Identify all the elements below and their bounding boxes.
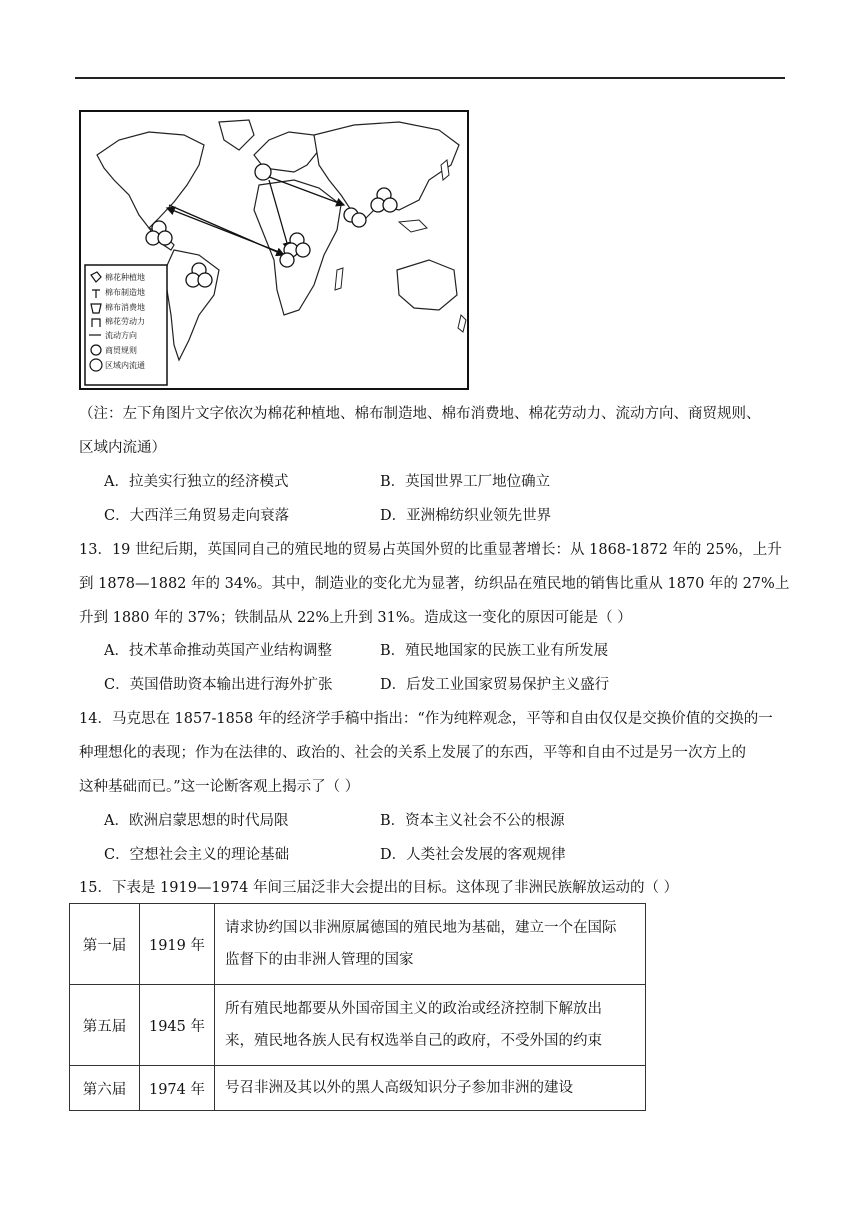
map-note-line-2: 区域内流通）	[79, 440, 166, 456]
q13-stem-line-1: 13．19 世纪后期，英国同自己的殖民地的贸易占英国外贸的比重显著增长：从 1868-1872 年的 25%，上升	[79, 542, 782, 558]
q14-stem-line-3: 这种基础而已。”这一论断客观上揭示了（ ）	[79, 779, 360, 795]
q14-option-c: C．空想社会主义的理论基础	[104, 847, 290, 863]
header-rule	[75, 77, 785, 79]
q15-stem: 15．下表是 1919—1974 年间三届泛非大会提出的目标。这体现了非洲民族解放运动的（ ）	[79, 880, 679, 896]
table-row	[70, 985, 646, 1066]
goal-cell	[215, 1066, 646, 1111]
q12-option-b: B．英国世界工厂地位确立	[380, 474, 551, 490]
q13-option-b: B．殖民地国家的民族工业有所发展	[380, 643, 609, 659]
year-cell: 1945 年	[140, 985, 215, 1066]
q13-option-c: C．英国借助资本输出进行海外扩张	[104, 677, 333, 693]
q13-stem-line-3: 升到 1880 年的 37%；铁制品从 22%上升到 31%。造成这一变化的原因可能是（ ）	[79, 610, 632, 626]
year-cell: 1974 年	[140, 1066, 215, 1111]
session-cell: 第五届	[70, 985, 140, 1066]
q14-option-d: D．人类社会发展的客观规律	[380, 847, 566, 863]
legend-item-cloth-manufacturing: 棉布制造地	[105, 288, 145, 297]
goal-line: 来，殖民地各族人民有权选举自己的政府，不受外国的约束	[225, 1033, 602, 1049]
q12-option-c: C．大西洋三角贸易走向衰落	[104, 508, 290, 524]
goal-cell	[215, 904, 646, 985]
table-row	[70, 904, 646, 985]
goal-cell	[215, 985, 646, 1066]
legend-item-cotton-plantation: 棉花种植地	[105, 273, 145, 282]
q14-stem-line-1: 14．马克思在 1857-1858 年的经济学手稿中指出：“作为纯粹观念，平等和自由仅仅是交换价值的交换的一	[79, 711, 773, 727]
legend-item-cotton-labor: 棉花劳动力	[105, 317, 145, 326]
q14-stem-line-2: 种理想化的表现；作为在法律的、政治的、社会的关系上发展了的东西，平等和自由不过是另一次方上的	[79, 745, 746, 761]
goal-line: 号召非洲及其以外的黑人高级知识分子参加非洲的建设	[225, 1080, 573, 1096]
legend-item-regional-circulation: 区域内流通	[105, 361, 145, 370]
q13-option-a: A．技术革命推动英国产业结构调整	[104, 643, 332, 659]
q12-option-d: D．亚洲棉纺织业领先世界	[380, 508, 552, 524]
legend-item-cloth-consumption: 棉布消费地	[105, 303, 145, 312]
session-cell: 第一届	[70, 904, 140, 985]
q13-stem-line-2: 到 1878—1882 年的 34%。其中，制造业的变化尤为显著，纺织品在殖民地的销售比重从 1870 年的 27%上	[79, 576, 790, 592]
legend-item-flow-direction: 流动方向	[105, 331, 137, 340]
session-cell: 第六届	[70, 1066, 140, 1111]
map-note-line-1: （注：左下角图片文字依次为棉花种植地、棉布制造地、棉布消费地、棉花劳动力、流动方向、商贸规则、	[79, 406, 761, 422]
q14-option-a: A．欧洲启蒙思想的时代局限	[104, 813, 289, 829]
q14-option-b: B．资本主义社会不公的根源	[380, 813, 565, 829]
year-cell: 1919 年	[140, 904, 215, 985]
goal-line: 监督下的由非洲人管理的国家	[225, 952, 414, 968]
q13-option-d: D．后发工业国家贸易保护主义盛行	[380, 677, 610, 693]
goal-line: 所有殖民地都要从外国帝国主义的政治或经济控制下解放出	[225, 1001, 602, 1017]
legend-item-trade-rules: 商贸规则	[105, 346, 137, 355]
goal-line: 请求协约国以非洲原属德国的殖民地为基础，建立一个在国际	[225, 920, 617, 936]
cotton-trade-world-map	[79, 110, 469, 390]
q12-option-a: A．拉美实行独立的经济模式	[104, 474, 289, 490]
table-row	[70, 1066, 646, 1111]
pan-african-congress-table	[69, 903, 646, 1111]
